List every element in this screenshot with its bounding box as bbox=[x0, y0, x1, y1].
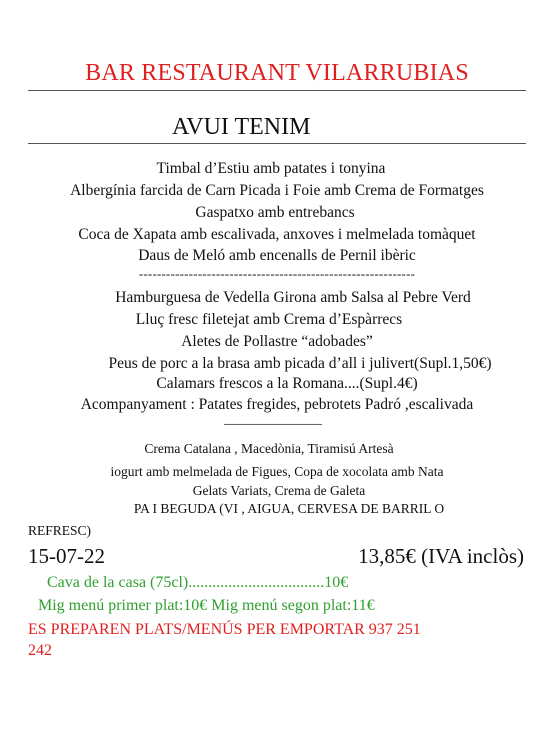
section-separator-line: ______________ bbox=[224, 412, 322, 427]
dessert-item: Crema Catalana , Macedònia, Tiramisú Artesà bbox=[144, 441, 394, 456]
takeaway-phone: 242 bbox=[28, 642, 52, 659]
dessert-item: Gelats Variats, Crema de Galeta bbox=[192, 483, 366, 498]
cava-price: Cava de la casa (75cl)..................................10€ bbox=[47, 574, 349, 591]
dessert-item: iogurt amb melmelada de Figues, Copa de xocolata amb Nata bbox=[110, 464, 444, 479]
main-item: Hamburguesa de Vedella Girona amb Salsa al Pebre Verd bbox=[115, 289, 471, 306]
main-item: Aletes de Pollastre “adobades” bbox=[181, 333, 373, 350]
half-menu-prices: Mig menú primer plat:10€ Mig menú segon plat:11€ bbox=[38, 597, 375, 614]
drinks-line: PA I BEGUDA (VI , AIGUA, CERVESA DE BARRIL O bbox=[133, 501, 445, 516]
main-item: Lluç fresc filetejat amb Crema d’Espàrrecs bbox=[135, 311, 403, 328]
subtitle-rule bbox=[28, 143, 526, 144]
starter-item: Coca de Xapata amb escalivada, anxoves i melmelada tomàquet bbox=[78, 226, 476, 243]
menu-subtitle: AVUI TENIM bbox=[172, 114, 311, 140]
menu-price: 13,85€ (IVA inclòs) bbox=[358, 544, 524, 568]
main-item: Peus de porc a la brasa amb picada d’all i julivert(Supl.1,50€) bbox=[108, 355, 492, 372]
menu-date: 15-07-22 bbox=[28, 544, 105, 568]
main-item: Calamars frescos a la Romana....(Supl.4€) bbox=[156, 375, 418, 392]
title-rule bbox=[28, 90, 526, 91]
section-separator: ------------------------------------------------------------- bbox=[138, 266, 416, 281]
takeaway-notice: ES PREPAREN PLATS/MENÚS PER EMPORTAR 937 251 bbox=[28, 621, 421, 638]
drinks-line: REFRESC) bbox=[28, 523, 92, 538]
restaurant-title: BAR RESTAURANT VILARRUBIAS bbox=[85, 60, 469, 86]
side-dishes: Acompanyament : Patates fregides, pebrotets Padró ,escalivada bbox=[80, 396, 474, 413]
starter-item: Albergínia farcida de Carn Picada i Foie amb Crema de Formatges bbox=[70, 182, 484, 199]
starter-item: Timbal d’Estiu amb patates i tonyina bbox=[156, 160, 386, 177]
starter-item: Gaspatxo amb entrebancs bbox=[195, 204, 355, 221]
starter-item: Daus de Meló amb encenalls de Pernil ibèric bbox=[138, 247, 416, 264]
